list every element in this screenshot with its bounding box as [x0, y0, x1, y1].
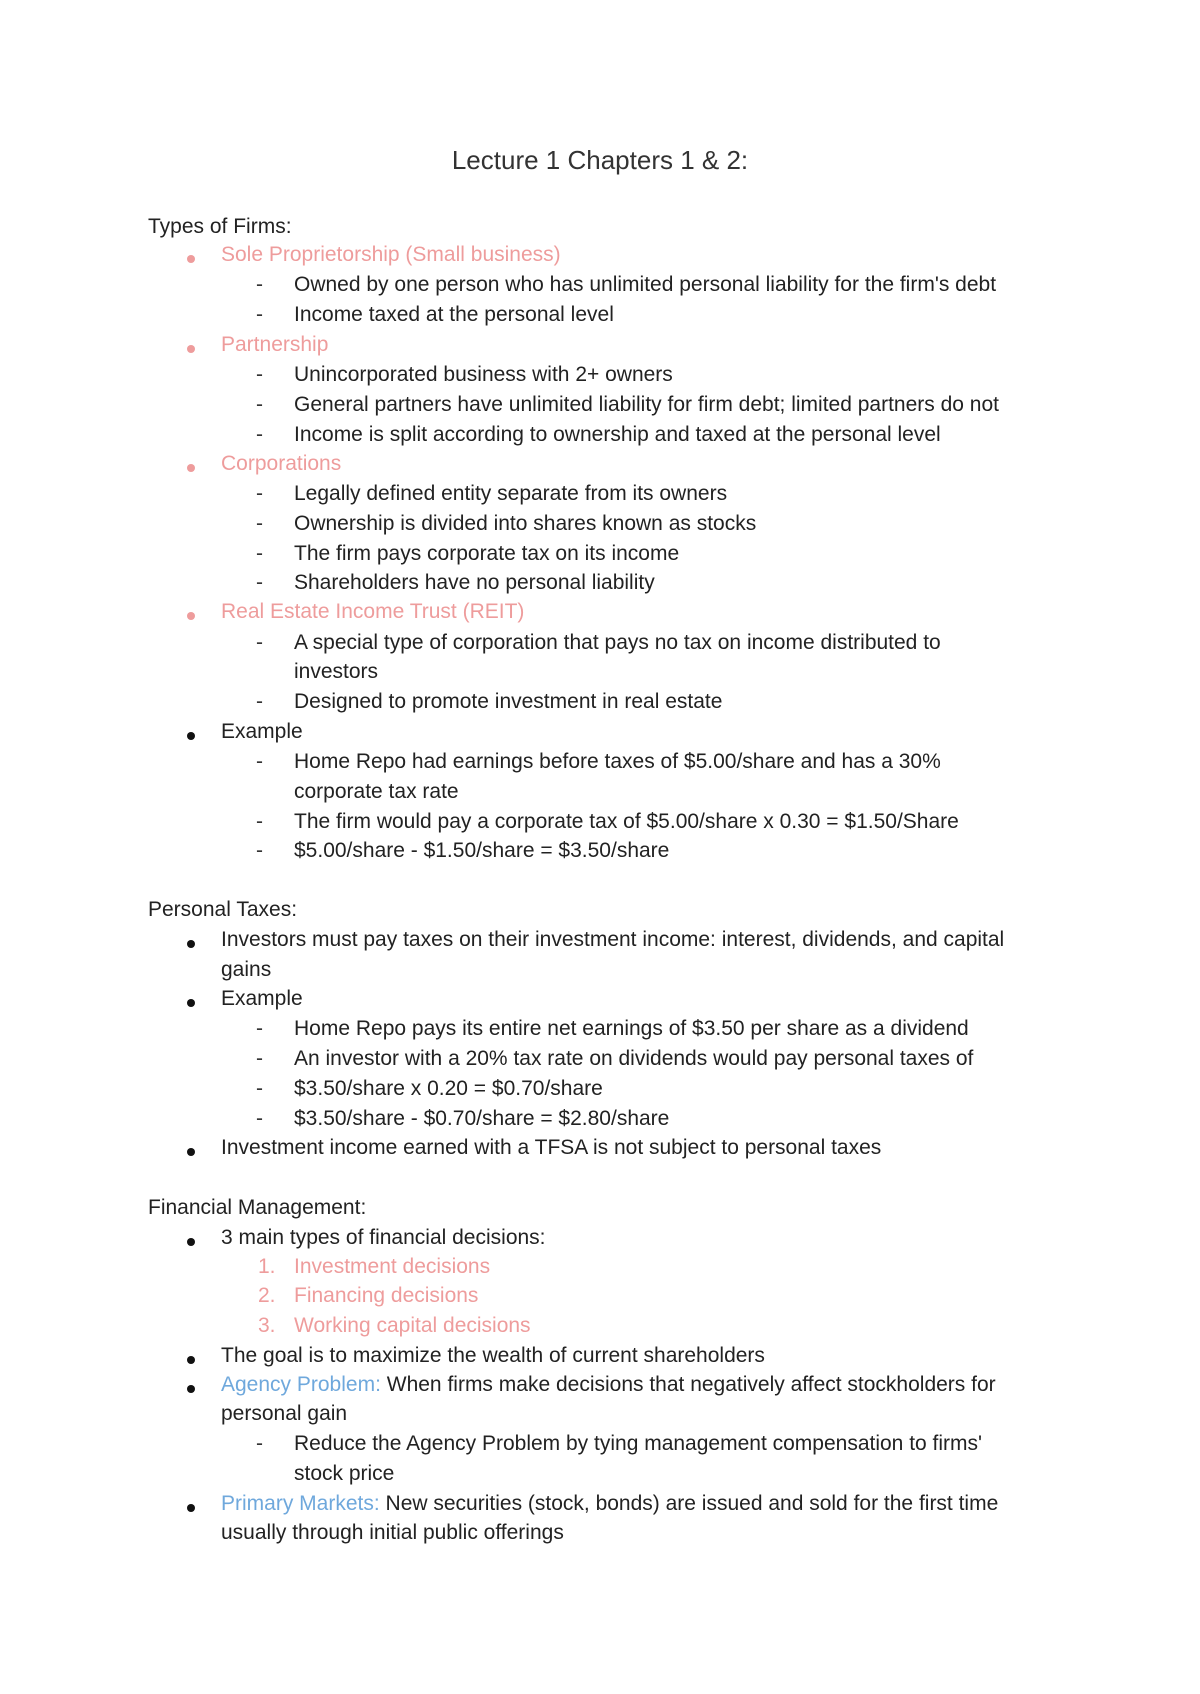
bullet-dot	[187, 1238, 195, 1246]
list-item: A special type of corporation that pays no tax on income distributed to	[294, 631, 941, 654]
list-item-continuation: corporate tax rate	[294, 780, 459, 803]
list-item-continuation: gains	[221, 958, 272, 981]
list-item: The firm would pay a corporate tax of $5.00/share x 0.30 = $1.50/Share	[294, 810, 959, 833]
dash-marker: -	[256, 1107, 263, 1130]
list-item: General partners have unlimited liability for firm debt; limited partners do not	[294, 393, 999, 416]
dash-marker: -	[256, 631, 263, 654]
bullet-dot	[187, 732, 195, 740]
number-marker: 3.	[258, 1314, 276, 1337]
list-item: Legally defined entity separate from its owners	[294, 482, 728, 505]
list-item: Owned by one person who has unlimited personal liability for the firm's debt	[294, 273, 997, 296]
dash-marker: -	[256, 750, 263, 773]
example-label: Example	[221, 720, 303, 743]
list-item: 3 main types of financial decisions:	[221, 1226, 546, 1249]
dash-marker: -	[256, 1017, 263, 1040]
dash-marker: -	[256, 303, 263, 326]
bullet-dot	[187, 1148, 195, 1156]
dash-marker: -	[256, 363, 263, 386]
list-item: Investment income earned with a TFSA is not subject to personal taxes	[221, 1136, 882, 1159]
firm-type-reit: Real Estate Income Trust (REIT)	[221, 600, 525, 623]
bullet-dot	[187, 464, 195, 472]
dash-marker: -	[256, 393, 263, 416]
bullet-dot	[187, 1385, 195, 1393]
section-heading-personal-taxes: Personal Taxes:	[148, 898, 298, 921]
decision-financing: Financing decisions	[294, 1284, 479, 1307]
term-primary-markets: Primary Markets:	[221, 1492, 380, 1515]
dash-marker: -	[256, 512, 263, 535]
decision-working-capital: Working capital decisions	[294, 1314, 531, 1337]
list-item: The firm pays corporate tax on its income	[294, 542, 680, 565]
section-heading-financial-management: Financial Management:	[148, 1196, 367, 1219]
dash-marker: -	[256, 542, 263, 565]
list-item-primary-markets	[221, 1490, 998, 1518]
dash-marker: -	[256, 423, 263, 446]
list-item: Designed to promote investment in real estate	[294, 690, 723, 713]
list-item: Shareholders have no personal liability	[294, 571, 655, 594]
list-item: Unincorporated business with 2+ owners	[294, 363, 673, 386]
dash-marker: -	[256, 273, 263, 296]
firm-type-partnership: Partnership	[221, 333, 329, 356]
firm-type-corporations: Corporations	[221, 452, 342, 475]
dash-marker: -	[256, 482, 263, 505]
list-item-agency-problem	[221, 1371, 996, 1399]
bullet-dot	[187, 940, 195, 948]
list-item: Investors must pay taxes on their investment income: interest, dividends, and capital	[221, 928, 1005, 951]
page-title: Lecture 1 Chapters 1 & 2:	[451, 145, 749, 175]
list-item-continuation: stock price	[294, 1462, 395, 1485]
list-item: $5.00/share - $1.50/share = $3.50/share	[294, 839, 670, 862]
list-item: $3.50/share x 0.20 = $0.70/share	[294, 1077, 603, 1100]
number-marker: 1.	[258, 1255, 276, 1278]
bullet-dot	[187, 1504, 195, 1512]
bullet-dot	[187, 1356, 195, 1364]
list-item: An investor with a 20% tax rate on dividends would pay personal taxes of	[294, 1047, 974, 1070]
bullet-dot	[187, 612, 195, 620]
bullet-dot	[187, 255, 195, 263]
bullet-dot	[187, 345, 195, 353]
dash-marker: -	[256, 839, 263, 862]
list-item: $3.50/share - $0.70/share = $2.80/share	[294, 1107, 670, 1130]
example-label: Example	[221, 987, 303, 1010]
dash-marker: -	[256, 1077, 263, 1100]
firm-type-sole-proprietorship: Sole Proprietorship (Small business)	[221, 243, 561, 266]
decision-investment: Investment decisions	[294, 1255, 491, 1278]
bullet-dot	[187, 999, 195, 1007]
list-item: Ownership is divided into shares known as stocks	[294, 512, 757, 535]
dash-marker: -	[256, 690, 263, 713]
list-item: Home Repo had earnings before taxes of $5.00/share and has a 30%	[294, 750, 941, 773]
dash-marker: -	[256, 810, 263, 833]
term-agency-problem: Agency Problem:	[221, 1373, 381, 1396]
agency-definition: When firms make decisions that negatively affect stockholders for	[380, 1373, 996, 1396]
list-item: Reduce the Agency Problem by tying management compensation to firms'	[294, 1432, 983, 1455]
list-item: Home Repo pays its entire net earnings of $3.50 per share as a dividend	[294, 1017, 969, 1040]
dash-marker: -	[256, 1432, 263, 1455]
section-heading-types-of-firms: Types of Firms:	[148, 215, 292, 238]
primary-markets-definition: New securities (stock, bonds) are issued and sold for the first time	[379, 1492, 999, 1515]
list-item-continuation: usually through initial public offerings	[221, 1521, 564, 1544]
dash-marker: -	[256, 571, 263, 594]
list-item-continuation: personal gain	[221, 1402, 348, 1425]
list-item: The goal is to maximize the wealth of current shareholders	[221, 1344, 765, 1367]
list-item: Income is split according to ownership and taxed at the personal level	[294, 423, 941, 446]
list-item-continuation: investors	[294, 660, 379, 683]
dash-marker: -	[256, 1047, 263, 1070]
number-marker: 2.	[258, 1284, 276, 1307]
list-item: Income taxed at the personal level	[294, 303, 614, 326]
